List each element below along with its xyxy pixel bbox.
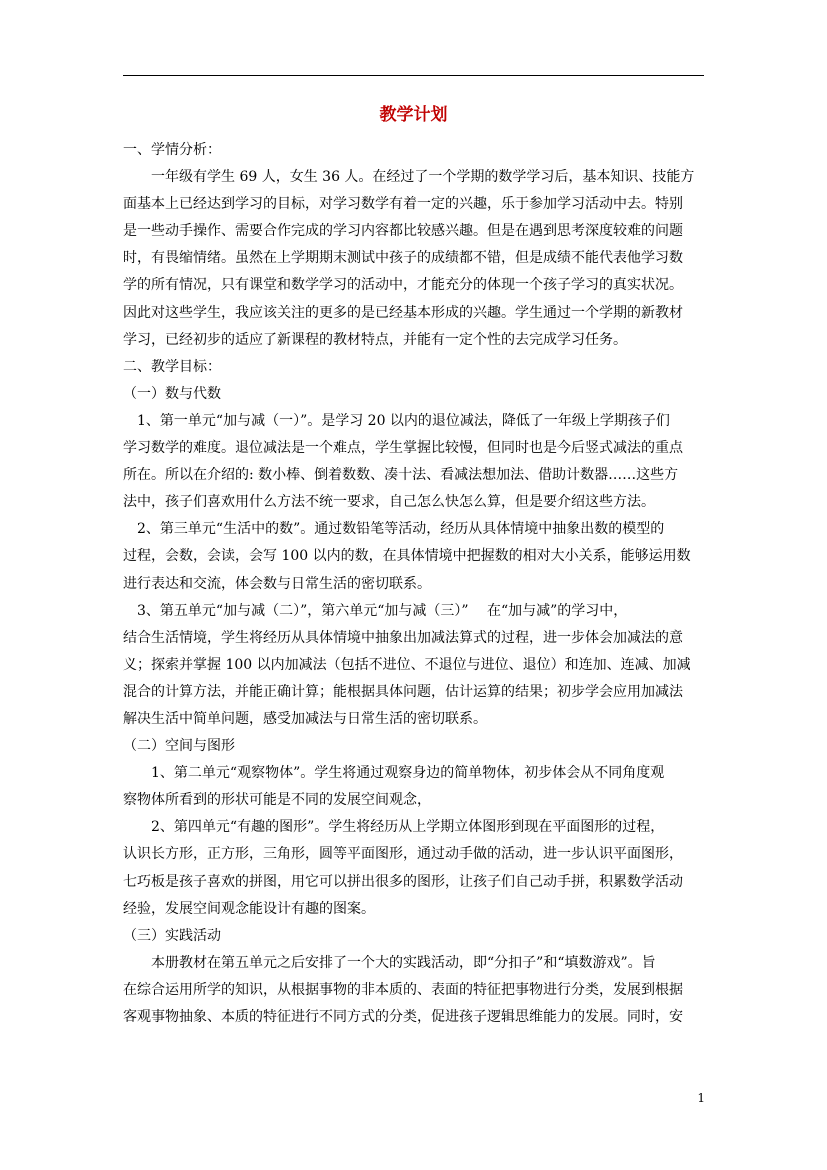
document-title: 教学计划 [379, 105, 448, 125]
text-line: 学的所有情况，只有课堂和数学学习的活动中，才能充分的体现一个孩子学习的真实状况。 [123, 277, 683, 294]
text-line: 经验，发展空间观念能设计有趣的图案。 [123, 900, 375, 917]
text-line: （一）数与代数 [123, 385, 221, 402]
document-body [123, 137, 704, 1031]
text-line: 面基本上已经达到学习的目标，对学习数学有着一定的兴趣，乐于参加学习活动中去。特别 [123, 196, 683, 213]
text-line: 客观事物抽象、本质的特征进行不同方式的分类，促进孩子逻辑思维能力的发展。同时，安 [123, 1009, 683, 1025]
text-line: 本册教材在第五单元之后安排了一个大的实践活动，即“分扣子”和“填数游戏”。旨 [123, 954, 656, 971]
text-line: 学习，已经初步的适应了新课程的教材特点，并能有一定个性的去完成学习任务。 [123, 331, 627, 348]
text-line: 七巧板是孩子喜欢的拼图，用它可以拼出很多的图形，让孩子们自己动手拼，积累数学活动 [123, 873, 683, 890]
text-line: 混合的计算方法，并能正确计算；能根据具体问题，估计运算的结果；初步学会应用加减法 [123, 683, 683, 700]
text-line: 在综合运用所学的知识，从根据事物的非本质的、表面的特征把事物进行分类，发展到根据 [123, 981, 683, 998]
text-line: 学习数学的难度。退位减法是一个难点，学生掌握比较慢，但同时也是今后竖式减法的重点 [123, 440, 683, 457]
text-line: 因此对这些学生，我应该关注的更多的是已经基本形成的兴趣。学生通过一个学期的新教材 [123, 304, 683, 321]
text-line: 认识长方形，正方形，三角形，圆等平面图形，通过动手做的活动，进一步认识平面图形， [123, 846, 683, 863]
text-line: （二）空间与图形 [123, 738, 235, 755]
text-line: 二、教学目标： [123, 358, 221, 375]
text-line: 进行表达和交流，体会数与日常生活的密切联系。 [123, 575, 431, 592]
page-number: 1 [697, 1091, 705, 1105]
text-line: 2、第四单元“有趣的图形”。学生将经历从上学期立体图形到现在平面图形的过程， [123, 819, 665, 836]
text-line: 是一些动手操作、需要合作完成的学习内容都比较感兴趣。但是在遇到思考深度较难的问题 [123, 223, 683, 240]
text-line: 结合生活情境，学生将经历从具体情境中抽象出加减法算式的过程，进一步体会加减法的意 [123, 629, 683, 646]
text-line: 2、第三单元“生活中的数”。通过数铅笔等活动，经历从具体情境中抽象出数的模型的 [123, 521, 665, 538]
text-line: 过程，会数，会读，会写 100 以内的数，在具体情境中把握数的相对大小关系，能够运用数 [123, 548, 691, 565]
text-line: 法中，孩子们喜欢用什么方法不统一要求，自己怎么快怎么算，但是要介绍这些方法。 [123, 494, 655, 511]
text-line: 1、第一单元“加与减（一）”。是学习 20 以内的退位减法，降低了一年级上学期孩子们 [123, 412, 670, 429]
text-line: 所在。所以在介绍的: 数小棒、倒着数数、凑十法、看减法想加法、借助计数器……这些方 [123, 467, 679, 484]
text-line: 时，有畏缩情绪。虽然在上学期期末测试中孩子的成绩都不错，但是成绩不能代表他学习数 [123, 250, 683, 267]
text-line: 一年级有学生 69 人，女生 36 人。在经过了一个学期的数学学习后，基本知识、技能方 [123, 169, 695, 186]
text-line: （三）实践活动 [123, 927, 221, 944]
text-line: 1、第二单元“观察物体”。学生将通过观察身边的简单物体，初步体会从不同角度观 [123, 765, 665, 782]
text-line: 察物体所看到的形状可能是不同的发展空间观念， [123, 792, 431, 809]
text-line: 解决生活中简单问题，感受加减法与日常生活的密切联系。 [123, 710, 487, 727]
header-rule [123, 75, 704, 76]
text-line: 3、第五单元“加与减（二）”，第六单元“加与减（三）” 在“加与减”的学习中， [123, 602, 628, 619]
text-line: 一、学情分析： [123, 142, 221, 158]
text-line: 义；探索并掌握 100 以内加减法（包括不进位、不退位与进位、退位）和连加、连减、加减 [123, 656, 691, 673]
